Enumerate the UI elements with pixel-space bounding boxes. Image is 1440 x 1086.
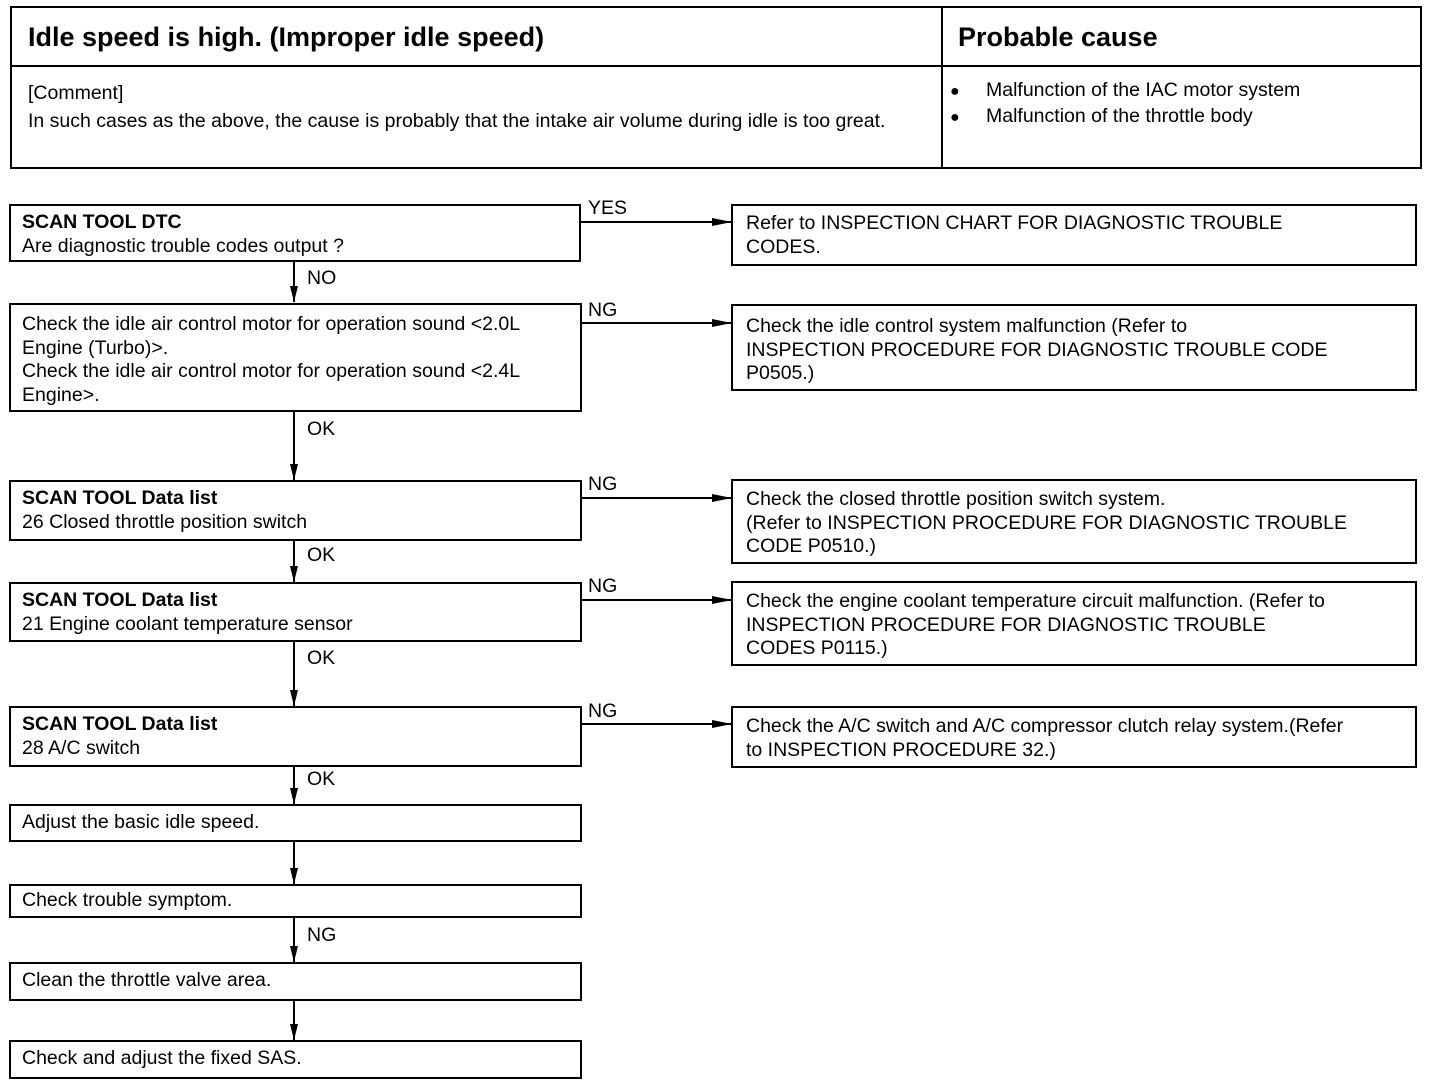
probable-cause-title: Probable cause — [958, 22, 1158, 52]
result-box-p0115 — [731, 581, 1417, 666]
bullet-icon: ● — [950, 83, 960, 100]
flow-label-no: NO — [307, 267, 337, 289]
step-box-trouble-symptom — [9, 884, 582, 918]
down-arrowhead-2 — [290, 464, 298, 480]
branch-arrowhead-1 — [712, 218, 732, 226]
flow-label-ok: OK — [307, 418, 336, 440]
flow-label-ok: OK — [307, 768, 336, 790]
flow-label-ng: NG — [307, 924, 337, 946]
step-box-adjust-idle — [9, 804, 582, 842]
step-text: Check trouble symptom. — [22, 889, 233, 911]
step-box-fixed-sas — [9, 1040, 582, 1079]
bullet-icon: ● — [950, 109, 960, 126]
down-arrowhead-4 — [290, 690, 298, 706]
step-title: SCAN TOOL Data list — [22, 589, 218, 611]
step-text: Check the idle air control motor for operation sound <2.0L — [22, 313, 521, 335]
step-text: Check and adjust the fixed SAS. — [22, 1047, 302, 1069]
cause-item: ● Malfunction of the throttle body — [948, 104, 1300, 130]
step-title: SCAN TOOL Data list — [22, 713, 218, 735]
down-arrowhead-8 — [290, 1024, 298, 1040]
result-text: INSPECTION PROCEDURE FOR DIAGNOSTIC TROUBLE — [746, 613, 1266, 636]
step-box-ac-switch — [9, 706, 582, 767]
branch-label-ng: NG — [588, 700, 618, 722]
result-text: Check the idle control system malfunction (Refer to — [746, 315, 1188, 337]
step-text: Clean the throttle valve area. — [22, 969, 272, 991]
branch-label-ng: NG — [588, 299, 618, 321]
result-box-p0510 — [731, 479, 1417, 564]
step-box-dtc — [9, 204, 581, 262]
comment-text: In such cases as the above, the cause is probably that the intake air volume during idle is too great. — [28, 110, 886, 132]
down-arrowhead-6 — [290, 868, 298, 884]
result-text: (Refer to INSPECTION PROCEDURE FOR DIAGNOSTIC TROUBLE — [746, 511, 1347, 534]
result-text: to INSPECTION PROCEDURE 32.) — [746, 738, 1056, 761]
step-box-clean-throttle — [9, 962, 582, 1001]
down-arrowhead-5 — [290, 788, 298, 804]
down-arrowhead-3 — [290, 566, 298, 582]
step-text: Adjust the basic idle speed. — [22, 811, 260, 833]
result-box-dtc-chart — [731, 204, 1417, 266]
result-text: Check the engine coolant temperature circuit malfunction. (Refer to — [746, 590, 1325, 612]
branch-label-ng: NG — [588, 473, 618, 495]
step-box-coolant-temp — [9, 582, 582, 642]
page-title: Idle speed is high. (Improper idle speed) — [28, 22, 545, 52]
result-text: CODES. — [746, 235, 821, 258]
branch-arrowhead-4 — [712, 596, 732, 604]
result-text: P0505.) — [746, 362, 815, 384]
branch-label-ng: NG — [588, 575, 618, 597]
result-text: Refer to INSPECTION CHART FOR DIAGNOSTIC TROUBLE — [746, 212, 1283, 234]
step-text: Engine>. — [22, 383, 100, 406]
cause-item: ● Malfunction of the IAC motor system — [948, 78, 1300, 104]
branch-label-yes: YES — [588, 197, 628, 219]
result-text: Check the closed throttle position switch system. — [746, 488, 1166, 510]
down-arrowhead-1 — [290, 286, 298, 302]
branch-arrowhead-5 — [712, 720, 732, 728]
flow-label-ok: OK — [307, 647, 336, 669]
result-text: Check the A/C switch and A/C compressor clutch relay system.(Refer — [746, 715, 1344, 737]
step-box-closed-throttle — [9, 480, 582, 541]
step-box-iac-sound — [9, 303, 582, 412]
step-text: 28 A/C switch — [22, 736, 141, 759]
step-text: Check the idle air control motor for operation sound <2.4L — [22, 360, 521, 382]
result-text: CODE P0510.) — [746, 535, 877, 557]
step-text: 21 Engine coolant temperature sensor — [22, 612, 353, 635]
step-text: Engine (Turbo)>. — [22, 336, 169, 359]
flow-label-ok: OK — [307, 544, 336, 566]
step-text: 26 Closed throttle position switch — [22, 510, 308, 533]
step-text: Are diagnostic trouble codes output ? — [22, 234, 344, 257]
step-title: SCAN TOOL Data list — [22, 487, 218, 509]
step-title: SCAN TOOL DTC — [22, 211, 182, 233]
result-text: CODES P0115.) — [746, 637, 888, 659]
down-arrowhead-7 — [290, 946, 298, 962]
result-box-procedure-32 — [731, 706, 1417, 768]
result-text: INSPECTION PROCEDURE FOR DIAGNOSTIC TROUBLE CODE — [746, 338, 1328, 361]
branch-arrowhead-3 — [712, 494, 732, 502]
comment-label: [Comment] — [28, 82, 124, 104]
branch-arrowhead-2 — [712, 319, 732, 327]
result-box-p0505 — [731, 304, 1417, 391]
